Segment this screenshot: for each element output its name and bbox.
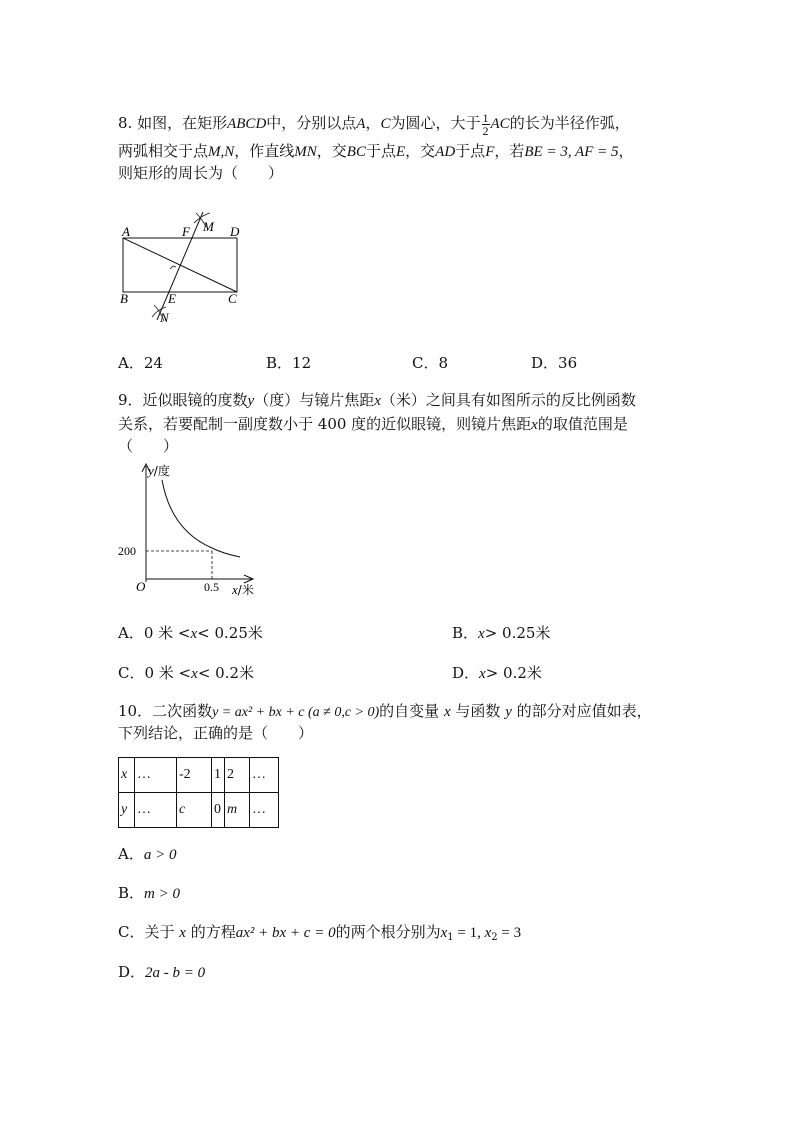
q9-text: （度）与镜片焦距	[254, 391, 375, 409]
q8-fraction	[482, 112, 490, 137]
q9-option-c[interactable]	[118, 662, 254, 683]
opt-var: x	[479, 666, 486, 682]
opt-expr: m > 0	[144, 886, 180, 902]
table-cell: 2	[225, 758, 250, 793]
q8-point: C	[380, 116, 391, 132]
label-e: E	[168, 291, 176, 306]
q8-text: ，作直线	[234, 142, 295, 160]
right-angle-mark	[170, 266, 176, 269]
q9-option-b[interactable]	[452, 622, 550, 643]
q8-line3: 则矩形的周长为（ ）	[118, 164, 284, 182]
opt-text: > 0.2米	[485, 664, 542, 682]
label-b: B	[120, 291, 128, 306]
opt-var: x	[478, 626, 485, 642]
opt-equation: ax² + bx + c = 0	[235, 925, 336, 941]
q8-option-c[interactable]: C．8	[412, 354, 449, 372]
table-cell: x	[119, 758, 135, 793]
line-mn	[157, 212, 203, 320]
q8-line-name: MN	[294, 144, 317, 160]
q8-text: ，	[618, 142, 634, 160]
q8-text: 于点	[455, 142, 486, 160]
q9-graph	[112, 458, 272, 598]
opt-text: C．关于	[118, 923, 175, 941]
y-label-unit: /度	[153, 464, 170, 478]
opt-var: x	[190, 626, 198, 642]
root-eq: = 3	[497, 925, 522, 941]
q8-text: ，若	[494, 142, 525, 160]
q9-var: y	[247, 393, 255, 409]
opt-expr: a > 0	[143, 847, 177, 863]
q8-points: M,N	[208, 144, 235, 160]
opt-text: D．	[452, 664, 480, 682]
q8-text: 中，分别以点	[266, 114, 357, 132]
q8-point: E	[395, 144, 406, 160]
q8-rectangle-figure	[110, 205, 260, 330]
q8-point: A	[356, 116, 366, 132]
q9-option-d[interactable]	[452, 662, 542, 683]
q10-option-b[interactable]	[118, 882, 180, 903]
q8-option-d[interactable]: D．36	[531, 354, 578, 372]
opt-text: < 0.25米	[197, 624, 263, 642]
table-cell: 0	[212, 793, 225, 828]
label-f: F	[182, 224, 190, 239]
table-cell: …	[250, 758, 279, 793]
y-label-var: y	[148, 463, 154, 478]
q10-value-table	[118, 757, 279, 828]
opt-text: A．0 米 <	[118, 624, 191, 642]
q9-text: 9．近似眼镜的度数	[118, 391, 248, 409]
label-c: C	[228, 291, 237, 306]
table-cell: y	[119, 793, 135, 828]
q8-option-a[interactable]: A．24	[118, 354, 163, 372]
q8-point: F	[485, 144, 495, 160]
table-row	[119, 758, 279, 793]
root-var: x	[440, 925, 448, 941]
x-label-var: x	[232, 582, 238, 597]
y-axis-label	[146, 463, 170, 478]
q8-option-b[interactable]: B．12	[266, 354, 312, 372]
q8-condition: BE = 3, AF = 5	[524, 144, 619, 160]
q10-line2: 下列结论，正确的是（ ）	[118, 724, 314, 742]
q8-text: 如图，在矩形	[137, 114, 228, 132]
q9-line2	[118, 412, 628, 437]
q8-text: 为圆心，大于	[390, 114, 481, 132]
q9-var: x	[374, 393, 381, 409]
opt-expr: 2a - b = 0	[145, 965, 206, 981]
x-axis-label	[231, 582, 254, 597]
q9-line1	[118, 388, 636, 413]
opt-text: D．	[118, 963, 146, 981]
q9-text: 的取值范围是	[537, 415, 628, 433]
q10-var: y	[505, 704, 512, 720]
q8-number: 8.	[118, 114, 133, 132]
q8-text: ，交	[316, 142, 347, 160]
label-d: D	[230, 224, 240, 239]
label-m: M	[203, 219, 214, 234]
q8-frac-var: AC	[490, 116, 510, 132]
q10-text: 与函数	[455, 702, 501, 720]
q10-text: 的自变量	[379, 702, 440, 720]
opt-text: B．	[452, 624, 479, 642]
table-row	[119, 793, 279, 828]
q10-function: y = ax² + bx + c (a ≠ 0,c > 0)	[212, 705, 380, 720]
opt-text: > 0.25米	[484, 624, 551, 642]
label-n: N	[160, 310, 169, 325]
q10-text: 的部分对应值如表，	[516, 702, 652, 720]
table-cell: …	[250, 793, 279, 828]
q8-text: 的长为半径作弧，	[509, 114, 630, 132]
origin-label: O	[136, 579, 146, 594]
q8-text: 两弧相交于点	[118, 142, 209, 160]
q9-text: （米）之间具有如图所示的反比例函数	[380, 391, 636, 409]
q10-text: 10．二次函数	[118, 702, 213, 720]
table-cell: …	[135, 793, 177, 828]
opt-text: 的两个根分别为	[335, 923, 441, 941]
opt-text: C．0 米 <	[118, 664, 192, 682]
q9-option-a[interactable]	[118, 622, 263, 643]
q9-line3: （ ）	[118, 437, 179, 455]
label-a: A	[122, 224, 130, 239]
inverse-curve	[162, 480, 240, 557]
opt-var: x	[191, 666, 198, 682]
q10-option-a[interactable]	[118, 843, 176, 864]
opt-text: A．	[118, 845, 144, 863]
q10-var: x	[443, 704, 451, 720]
q8-segment: BC	[346, 144, 366, 160]
q9-text: 关系，若要配制一副度数小于 400 度的近似眼镜，则镜片焦距	[118, 415, 532, 433]
table-cell: -2	[177, 758, 212, 793]
frac-denominator: 2	[482, 123, 489, 138]
y-tick-200: 200	[118, 544, 136, 558]
q8-rect-name: ABCD	[227, 116, 267, 132]
q9-var: x	[531, 417, 538, 433]
table-cell: m	[225, 793, 250, 828]
q8-line1	[118, 111, 630, 137]
table-cell: 1	[212, 758, 225, 793]
q8-segment: AD	[435, 144, 456, 160]
root-var: x	[484, 925, 492, 941]
root-sub: 2	[491, 932, 498, 943]
q8-text: ，	[365, 114, 381, 132]
root-sub: 1	[447, 932, 454, 943]
q10-option-d[interactable]	[118, 961, 205, 982]
opt-text: 的方程	[190, 923, 236, 941]
x-label-unit: /米	[237, 583, 254, 597]
opt-var: x	[179, 925, 186, 941]
q8-text: ，交	[405, 142, 436, 160]
q8-text: 于点	[365, 142, 396, 160]
root-eq: = 1,	[453, 925, 485, 941]
opt-text: < 0.2米	[197, 664, 255, 682]
table-cell: …	[135, 758, 177, 793]
q10-option-c[interactable]	[118, 921, 521, 943]
frac-numerator: 1	[482, 110, 489, 125]
opt-text: B．	[118, 884, 145, 902]
table-cell: c	[177, 793, 212, 828]
x-tick-0-5: 0.5	[204, 580, 219, 594]
